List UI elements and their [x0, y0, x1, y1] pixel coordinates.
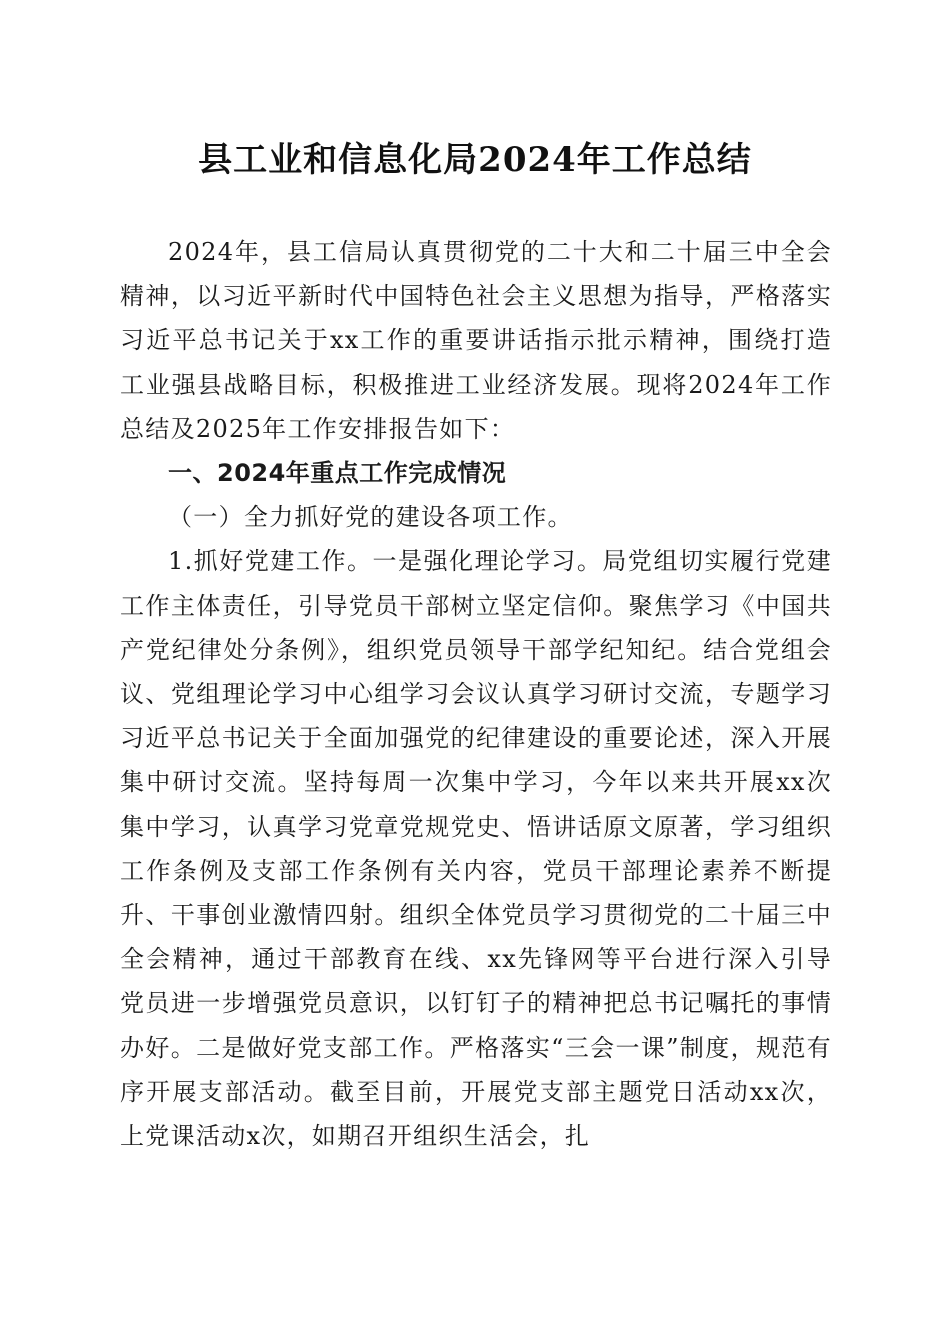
section-heading: 一、2024年重点工作完成情况	[168, 459, 507, 488]
subsection-heading: （一）全力抓好党的建设各项工作。	[168, 503, 573, 532]
document-body	[120, 230, 832, 1158]
body-paragraph: 1.抓好党建工作。一是强化理论学习。局党组切实履行党建工作主体责任，引导党员干部树立坚定信仰。聚焦学习《中国共产党纪律处分条例》，组织党员领导干部学纪知纪。结合党组会议、党组理论学习中心组学习会议认真学习研讨交流，专题学习习近平总书记关于全面加强党的纪律建设的重要论述，深入开展集中研讨交流。坚持每周一次集中学习，今年以来共开展xx次集中学习，认真学习党章党规党史、悟讲话原文原著，学习组织工作条例及支部工作条例有关内容，党员干部理论素养不断提升、干事创业激情四射。组织全体党员学习贯彻党的二十届三中全会精神，通过干部教育在线、xx先锋网等平台进行深入引导党员进一步增强党员意识，以钉钉子的精神把总书记嘱托的事情办好。二是做好党支部工作。严格落实“三会一课”制度，规范有序开展支部活动。截至目前，开展党支部主题党日活动xx次，上党课活动x次，如期召开组织生活会，扎	[120, 547, 832, 1151]
intro-paragraph: 2024年，县工信局认真贯彻党的二十大和二十届三中全会精神，以习近平新时代中国特色社会主义思想为指导，严格落实习近平总书记关于xx工作的重要讲话指示批示精神，围绕打造工业强县战略目标，积极推进工业经济发展。现将2024年工作总结及2025年工作安排报告如下：	[120, 238, 832, 443]
document-title: 县工业和信息化局2024年工作总结	[198, 140, 752, 180]
